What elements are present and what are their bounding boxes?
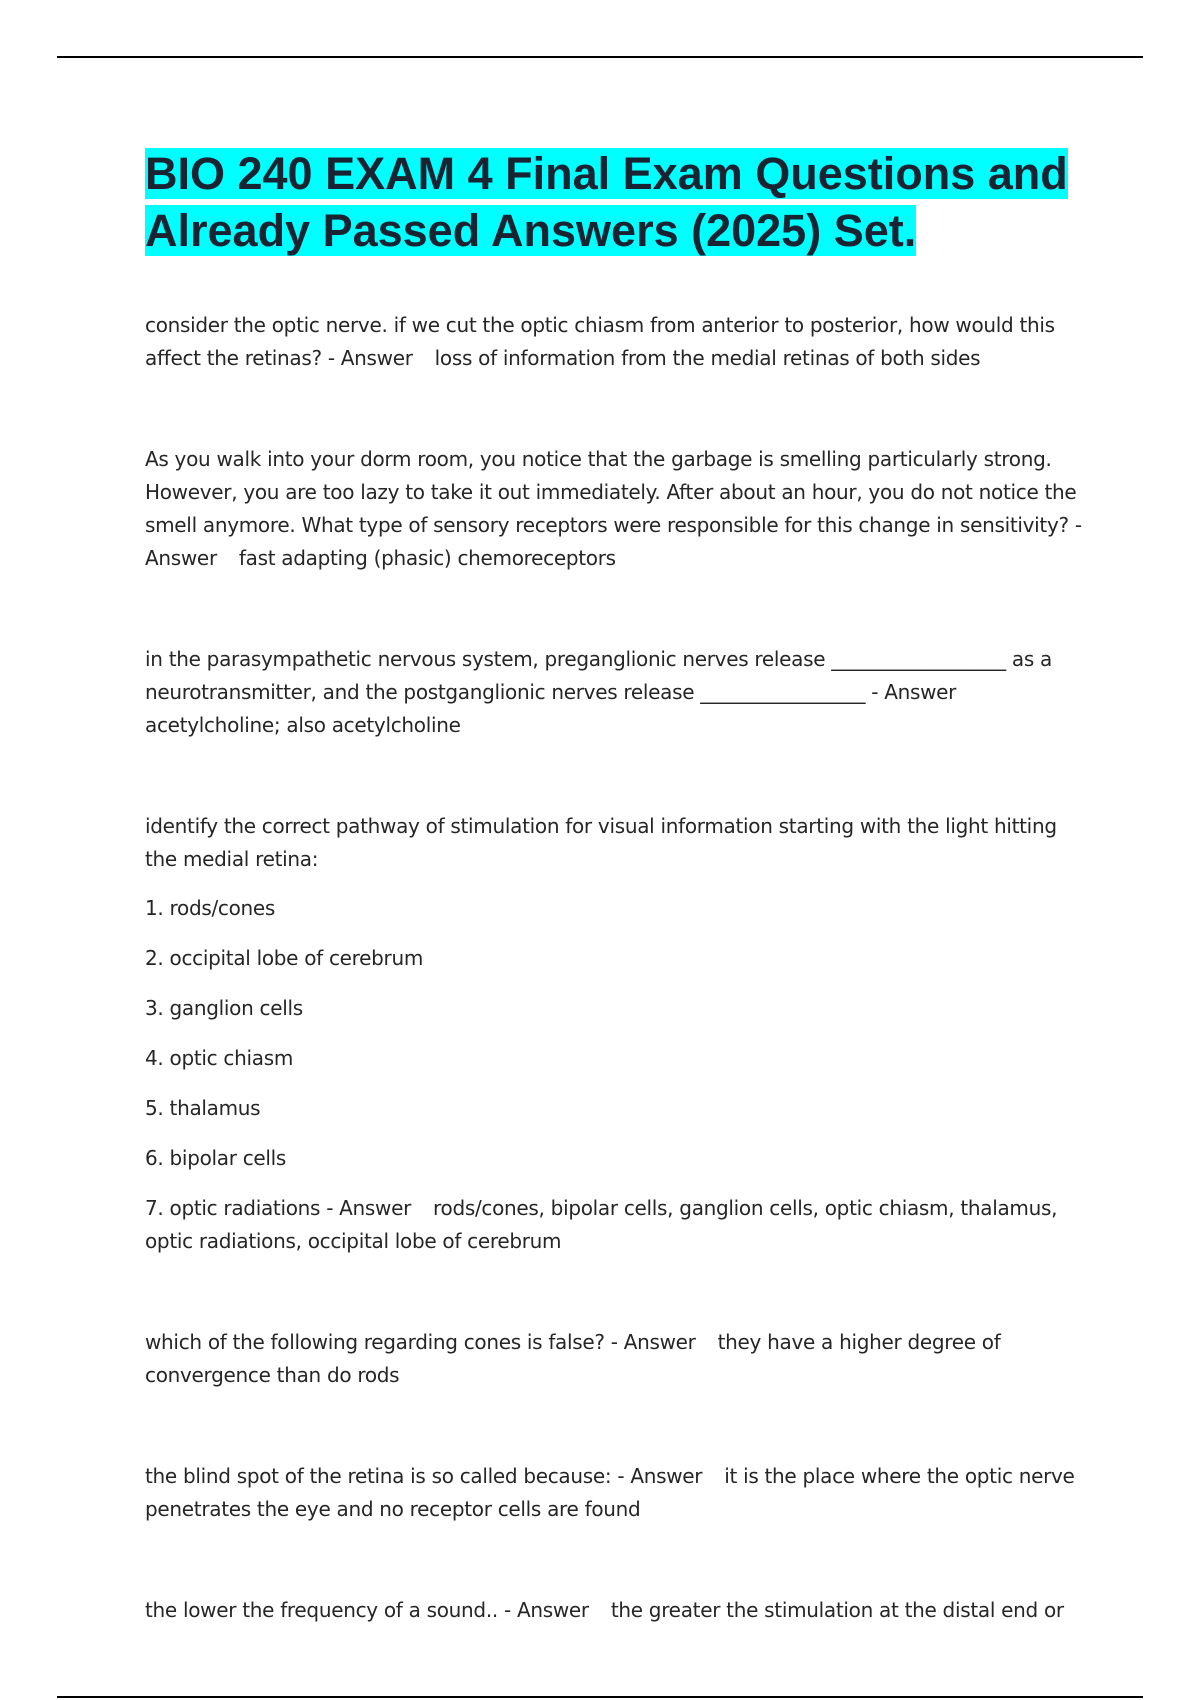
list-item: 1. rods/cones <box>145 896 276 920</box>
question-text: As you walk into your dorm room, you notice that the garbage is smelling particularly strong. However, you are too lazy to take it out immediately. After about an hour, you do not notice the smell anymore. What type of sensory receptors were responsible for this change in sensitivity? - Answer <box>145 447 1082 570</box>
list-item: 4. optic chiasm <box>145 1046 294 1070</box>
list-item: 7. optic radiations - Answer <box>145 1196 412 1220</box>
answer-text: the greater the stimulation at the distal end or <box>610 1598 1064 1622</box>
qa-item <box>145 1460 1090 1526</box>
footer-rule <box>57 1696 1143 1698</box>
qa-item <box>145 443 1090 575</box>
list-item: 6. bipolar cells <box>145 1146 287 1170</box>
qa-item <box>145 1326 1090 1392</box>
qa-item <box>145 810 1090 876</box>
qa-item <box>145 1594 1090 1627</box>
question-text: which of the following regarding cones is false? - Answer <box>145 1330 696 1354</box>
qa-list <box>145 309 1090 1627</box>
answer-text: loss of information from the medial retinas of both sides <box>434 346 981 370</box>
answer-text: fast adapting (phasic) chemoreceptors <box>238 546 616 570</box>
document-title <box>145 145 1090 259</box>
header-rule <box>57 56 1143 58</box>
list-item: 5. thalamus <box>145 1096 261 1120</box>
qa-item <box>145 1192 1090 1258</box>
document-title-highlight: BIO 240 EXAM 4 Final Exam Questions and Already Passed Answers (2025) Set. <box>145 148 1068 256</box>
qa-item <box>145 309 1090 375</box>
question-text: consider the optic nerve. if we cut the optic chiasm from anterior to posterior, how would this affect the retinas? - Answer <box>145 313 1055 370</box>
answer-text: they have a higher degree of convergence than do rods <box>145 1330 1001 1387</box>
question-text: the lower the frequency of a sound.. - Answer <box>145 1598 589 1622</box>
list-item: 2. occipital lobe of cerebrum <box>145 946 424 970</box>
question-text: in the parasympathetic nervous system, preganglionic nerves release __________________ as a neurotransmitter, and the postganglionic nerves release _________________ - Answer <box>145 647 1053 704</box>
page-content <box>145 145 1090 1627</box>
question-text: the blind spot of the retina is so called because: - Answer <box>145 1464 703 1488</box>
answer-text: acetylcholine; also acetylcholine <box>145 713 461 737</box>
question-text: identify the correct pathway of stimulation for visual information starting with the light hitting the medial retina: <box>145 814 1057 871</box>
list-item: 3. ganglion cells <box>145 996 303 1020</box>
qa-item <box>145 643 1090 742</box>
answer-text: rods/cones, bipolar cells, ganglion cells, optic chiasm, thalamus, optic radiations, occipital lobe of cerebrum <box>145 1196 1058 1253</box>
answer-text: it is the place where the optic nerve penetrates the eye and no receptor cells are found <box>145 1464 1075 1521</box>
